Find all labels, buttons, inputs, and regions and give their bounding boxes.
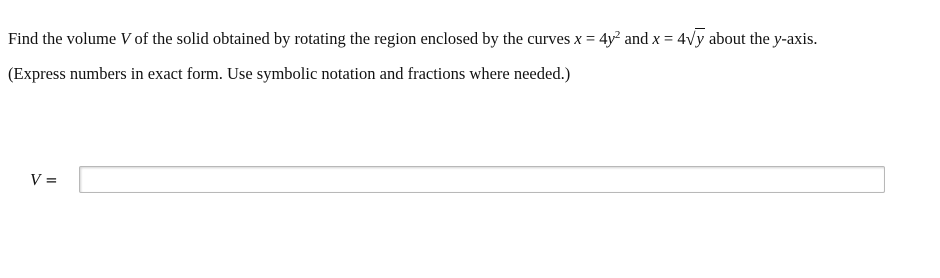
answer-label-equals: = xyxy=(40,171,58,189)
answer-input[interactable] xyxy=(79,166,885,193)
answer-label xyxy=(30,170,58,190)
question-part-3: about the xyxy=(704,29,775,48)
curve-2-x: x xyxy=(652,29,660,48)
curve-1-exponent: 2 xyxy=(614,29,621,41)
and-text: and xyxy=(620,29,653,48)
curve-1-y: y xyxy=(607,29,615,48)
curve-1-equals: = 4 xyxy=(581,29,608,48)
curve-2-equals: = 4 xyxy=(659,29,686,48)
radicand: y xyxy=(696,29,704,48)
axis-variable: y xyxy=(774,29,782,48)
question-part-1: Find the volume xyxy=(8,29,121,48)
curve-1-x: x xyxy=(574,29,582,48)
answer-label-variable: V xyxy=(30,170,41,189)
square-root xyxy=(686,28,705,49)
question-part-2: of the solid obtained by rotating the region enclosed by the curves xyxy=(130,29,575,48)
volume-variable: V xyxy=(120,29,131,48)
question-text xyxy=(8,28,818,51)
instruction-text: (Express numbers in exact form. Use symbolic notation and fractions where needed.) xyxy=(8,64,571,83)
radical-sign-icon: √ xyxy=(685,29,696,49)
question-part-4: -axis. xyxy=(781,29,818,48)
